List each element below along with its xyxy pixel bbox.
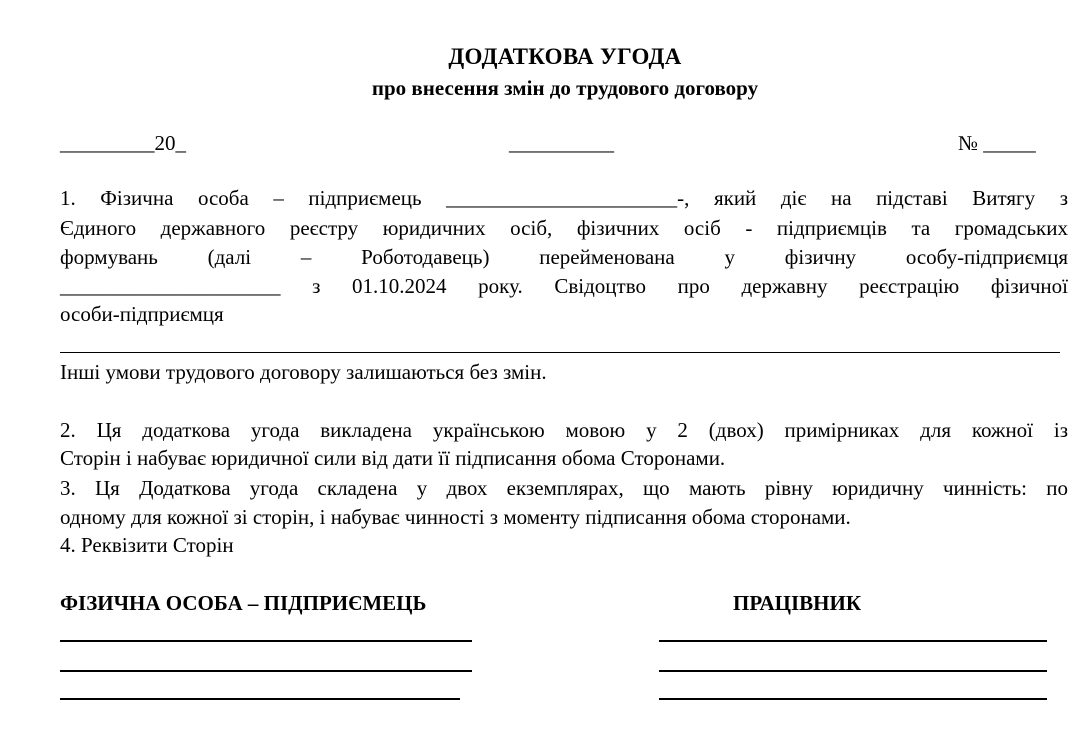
- paragraph-1-line-5: особи-підприємця: [60, 302, 224, 326]
- paragraph-2-line-2: Сторін і набуває юридичної сили від дати її підписання обома Сторонами.: [60, 446, 726, 470]
- employer-signature-line: [60, 640, 472, 642]
- place-field: __________: [509, 131, 614, 155]
- blank-line-rule: [60, 352, 1060, 353]
- document-subtitle: про внесення змін до трудового договору: [371, 76, 759, 100]
- employee-signature-line: [659, 698, 1047, 700]
- employee-heading: ПРАЦІВНИК: [733, 591, 862, 615]
- paragraph-2-line-1: 2. Ця додаткова угода викладена українською мовою у 2 (двох) примірниках для кожної із: [60, 418, 1068, 442]
- paragraph-1-line-1: 1. Фізична особа – підприємець ______________________-, який діє на підставі Витягу з: [60, 186, 1068, 210]
- employer-heading: ФІЗИЧНА ОСОБА – ПІДПРИЄМЕЦЬ: [60, 591, 427, 615]
- paragraph-3-line-1: 3. Ця Додаткова угода складена у двох екземплярах, що мають рівну юридичну чинність: по: [60, 476, 1068, 500]
- paragraph-1-closing: Інші умови трудового договору залишаються без змін.: [60, 360, 547, 384]
- paragraph-1-line-4: _____________________ з 01.10.2024 року. Свідоцтво про державну реєстрацію фізичної: [60, 274, 1068, 298]
- employer-signature-line: [60, 698, 460, 700]
- date-field: _________20_: [60, 131, 186, 155]
- document-title: ДОДАТКОВА УГОДА: [448, 44, 682, 69]
- employer-signature-line: [60, 670, 472, 672]
- paragraph-1-line-3: формувань (далі – Роботодавець) перейменована у фізичну особу-підприємця: [60, 245, 1068, 269]
- employee-signature-line: [659, 670, 1047, 672]
- agreement-number: № _____: [958, 131, 1036, 155]
- paragraph-3-line-2: одному для кожної зі сторін, і набуває чинності з моменту підписання обома сторонами.: [60, 505, 851, 529]
- employee-signature-line: [659, 640, 1047, 642]
- paragraph-4: 4. Реквізити Сторін: [60, 533, 234, 557]
- paragraph-1-line-2: Єдиного державного реєстру юридичних осіб, фізичних осіб - підприємців та громадських: [60, 216, 1068, 240]
